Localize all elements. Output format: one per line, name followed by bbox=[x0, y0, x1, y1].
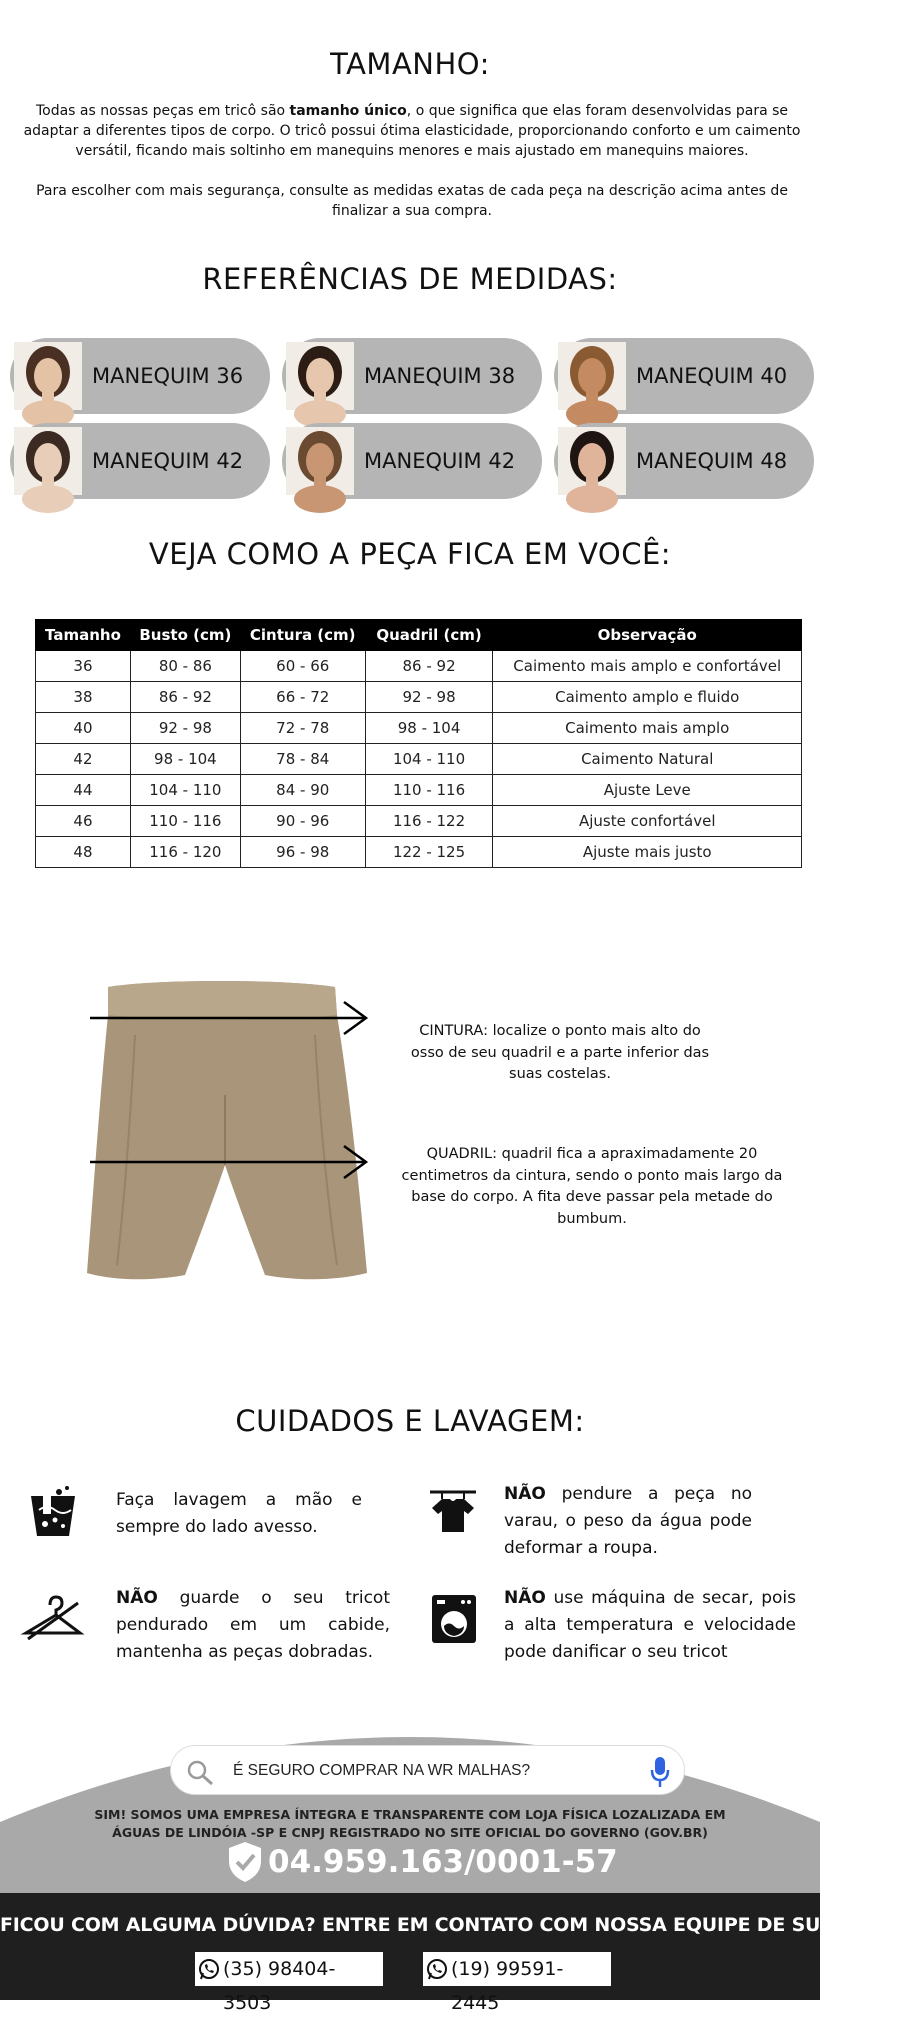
table-header-cell: Quadril (cm) bbox=[365, 620, 493, 651]
table-cell: Caimento Natural bbox=[493, 744, 802, 775]
table-cell: 40 bbox=[36, 713, 131, 744]
table-row bbox=[36, 837, 802, 868]
table-cell: 98 - 104 bbox=[365, 713, 493, 744]
size-advice: Para escolher com mais segurança, consulte as medidas exatas de cada peça na descrição acima antes de finalizar a sua compra. bbox=[36, 183, 788, 219]
care-item-4-text: use máquina de secar, pois a alta temperatura e velocidade pode danificar o seu tricot bbox=[504, 1588, 796, 1662]
size-table bbox=[35, 619, 802, 868]
microphone-icon[interactable] bbox=[650, 1756, 670, 1788]
washing-machine-icon bbox=[431, 1594, 477, 1644]
mannequin-reference bbox=[554, 338, 814, 414]
mannequin-label: MANEQUIM 42 bbox=[92, 449, 244, 473]
table-cell: 86 - 92 bbox=[130, 682, 240, 713]
table-row bbox=[36, 651, 802, 682]
whatsapp-number-2: (19) 99591-2445 bbox=[451, 1958, 564, 2014]
table-cell: 46 bbox=[36, 806, 131, 837]
model-avatar bbox=[14, 342, 82, 410]
table-cell: 110 - 116 bbox=[365, 775, 493, 806]
table-cell: 66 - 72 bbox=[240, 682, 365, 713]
mannequin-reference bbox=[10, 338, 270, 414]
table-cell: 104 - 110 bbox=[365, 744, 493, 775]
table-cell: 80 - 86 bbox=[130, 651, 240, 682]
table-cell: 60 - 66 bbox=[240, 651, 365, 682]
table-cell: 116 - 122 bbox=[365, 806, 493, 837]
mannequin-reference bbox=[282, 338, 542, 414]
table-cell: 42 bbox=[36, 744, 131, 775]
hip-arrow-icon bbox=[88, 1142, 378, 1182]
mannequin-label: MANEQUIM 36 bbox=[92, 364, 244, 388]
model-avatar bbox=[558, 427, 626, 495]
no-hanging-shirt-icon bbox=[428, 1486, 478, 1536]
mannequin-reference bbox=[10, 423, 270, 499]
whatsapp-contact-2[interactable] bbox=[423, 1952, 611, 2014]
table-cell: 38 bbox=[36, 682, 131, 713]
table-cell: 72 - 78 bbox=[240, 713, 365, 744]
hip-instructions: QUADRIL: quadril fica a apraximadamente 20 centimetros da cintura, sendo o ponto mais largo da base do corpo. A fita deve passar pela metade do bumbum. bbox=[401, 1146, 783, 1227]
table-cell: 44 bbox=[36, 775, 131, 806]
care-item-hand-wash bbox=[116, 1487, 362, 1541]
mannequin-label: MANEQUIM 40 bbox=[636, 364, 788, 388]
table-cell: 92 - 98 bbox=[130, 713, 240, 744]
care-item-3-bold: NÃO bbox=[116, 1588, 158, 1608]
table-row bbox=[36, 682, 802, 713]
hand-wash-icon bbox=[25, 1484, 81, 1542]
mannequin-reference bbox=[554, 423, 814, 499]
size-title: TAMANHO: bbox=[330, 47, 490, 81]
size-paragraph bbox=[18, 101, 806, 161]
model-avatar bbox=[14, 427, 82, 495]
table-cell: 84 - 90 bbox=[240, 775, 365, 806]
table-row bbox=[36, 775, 802, 806]
fit-table-title: VEJA COMO A PEÇA FICA EM VOCÊ: bbox=[148, 537, 672, 571]
care-item-4-bold: NÃO bbox=[504, 1588, 546, 1608]
table-header-cell: Cintura (cm) bbox=[240, 620, 365, 651]
table-header-cell: Busto (cm) bbox=[130, 620, 240, 651]
table-row bbox=[36, 713, 802, 744]
trust-statement bbox=[0, 1806, 820, 1842]
table-cell: 36 bbox=[36, 651, 131, 682]
waist-arrow-icon bbox=[88, 998, 378, 1038]
table-cell: Ajuste Leve bbox=[493, 775, 802, 806]
references-title: REFERÊNCIAS DE MEDIDAS: bbox=[202, 262, 618, 296]
table-cell: 48 bbox=[36, 837, 131, 868]
table-cell: 104 - 110 bbox=[130, 775, 240, 806]
table-cell: 96 - 98 bbox=[240, 837, 365, 868]
table-header-row bbox=[36, 620, 802, 651]
table-cell: Caimento mais amplo e confortável bbox=[493, 651, 802, 682]
mannequin-label: MANEQUIM 38 bbox=[364, 364, 516, 388]
table-header-cell: Tamanho bbox=[36, 620, 131, 651]
table-cell: 110 - 116 bbox=[130, 806, 240, 837]
mannequin-label: MANEQUIM 48 bbox=[636, 449, 788, 473]
faq-search-text: É SEGURO COMPRAR NA WR MALHAS? bbox=[233, 1762, 531, 1779]
care-item-3-text: guarde o seu tricot pendurado em um cabide, mantenha as peças dobradas. bbox=[116, 1588, 390, 1662]
care-item-1-text: Faça lavagem a mão e sempre do lado avesso. bbox=[116, 1490, 362, 1537]
cnpj-number: 04.959.163/0001-57 bbox=[268, 1844, 618, 1880]
size-paragraph-post: , o que significa que elas foram desenvolvidas para se adaptar a diferentes tipos de corpo. O tricô possui ótima elasticidade, proporcionando conforto e um caimento versátil, ficando mais soltinho em manequins menores e mais ajustado em manequins maiores. bbox=[23, 103, 801, 159]
table-header-cell: Observação bbox=[493, 620, 802, 651]
faq-search-bar[interactable] bbox=[170, 1745, 685, 1795]
table-cell: 116 - 120 bbox=[130, 837, 240, 868]
model-avatar bbox=[286, 342, 354, 410]
size-paragraph-bold: tamanho único bbox=[289, 103, 407, 119]
table-cell: 86 - 92 bbox=[365, 651, 493, 682]
model-avatar bbox=[286, 427, 354, 495]
table-cell: 98 - 104 bbox=[130, 744, 240, 775]
trust-line-2: ÁGUAS DE LINDÓIA -SP E CNPJ REGISTRADO NO SITE OFICIAL DO GOVERNO (GOV.BR) bbox=[112, 1825, 708, 1840]
table-cell: 90 - 96 bbox=[240, 806, 365, 837]
care-item-no-hanging bbox=[504, 1481, 752, 1562]
table-cell: 92 - 98 bbox=[365, 682, 493, 713]
table-cell: Ajuste mais justo bbox=[493, 837, 802, 868]
table-cell: 122 - 125 bbox=[365, 837, 493, 868]
care-item-2-text: pendure a peça no varau, o peso da água pode deformar a roupa. bbox=[504, 1484, 752, 1558]
search-icon bbox=[185, 1758, 215, 1786]
care-item-2-bold: NÃO bbox=[504, 1484, 546, 1504]
support-band bbox=[0, 1893, 898, 2000]
trust-line-1: SIM! SOMOS UMA EMPRESA ÍNTEGRA E TRANSPARENTE COM LOJA FÍSICA LOZALIZADA EM bbox=[94, 1807, 726, 1822]
care-item-hanger bbox=[116, 1585, 390, 1666]
table-cell: Ajuste confortável bbox=[493, 806, 802, 837]
shield-check-icon bbox=[227, 1841, 263, 1883]
table-cell: 78 - 84 bbox=[240, 744, 365, 775]
mannequin-label: MANEQUIM 42 bbox=[364, 449, 516, 473]
table-row bbox=[36, 806, 802, 837]
table-cell: Caimento amplo e fluido bbox=[493, 682, 802, 713]
care-title: CUIDADOS E LAVAGEM: bbox=[235, 1404, 585, 1438]
whatsapp-icon bbox=[198, 1958, 220, 1980]
whatsapp-icon bbox=[426, 1958, 448, 1980]
care-item-no-dryer bbox=[504, 1585, 796, 1666]
waist-instructions: CINTURA: localize o ponto mais alto do osso de seu quadril e a parte inferior das suas costelas. bbox=[410, 1023, 710, 1082]
hanger-icon bbox=[22, 1593, 84, 1643]
table-cell: Caimento mais amplo bbox=[493, 713, 802, 744]
table-row bbox=[36, 744, 802, 775]
support-text: FICOU COM ALGUMA DÚVIDA? ENTRE EM CONTATO COM NOSSA EQUIPE DE SUPORTE! bbox=[0, 1914, 898, 1936]
whatsapp-number-1: (35) 98404-3503 bbox=[223, 1958, 336, 2014]
mannequin-reference bbox=[282, 423, 542, 499]
size-paragraph-pre: Todas as nossas peças em tricô são bbox=[35, 103, 290, 119]
model-avatar bbox=[558, 342, 626, 410]
whatsapp-contact-1[interactable] bbox=[195, 1952, 383, 2014]
